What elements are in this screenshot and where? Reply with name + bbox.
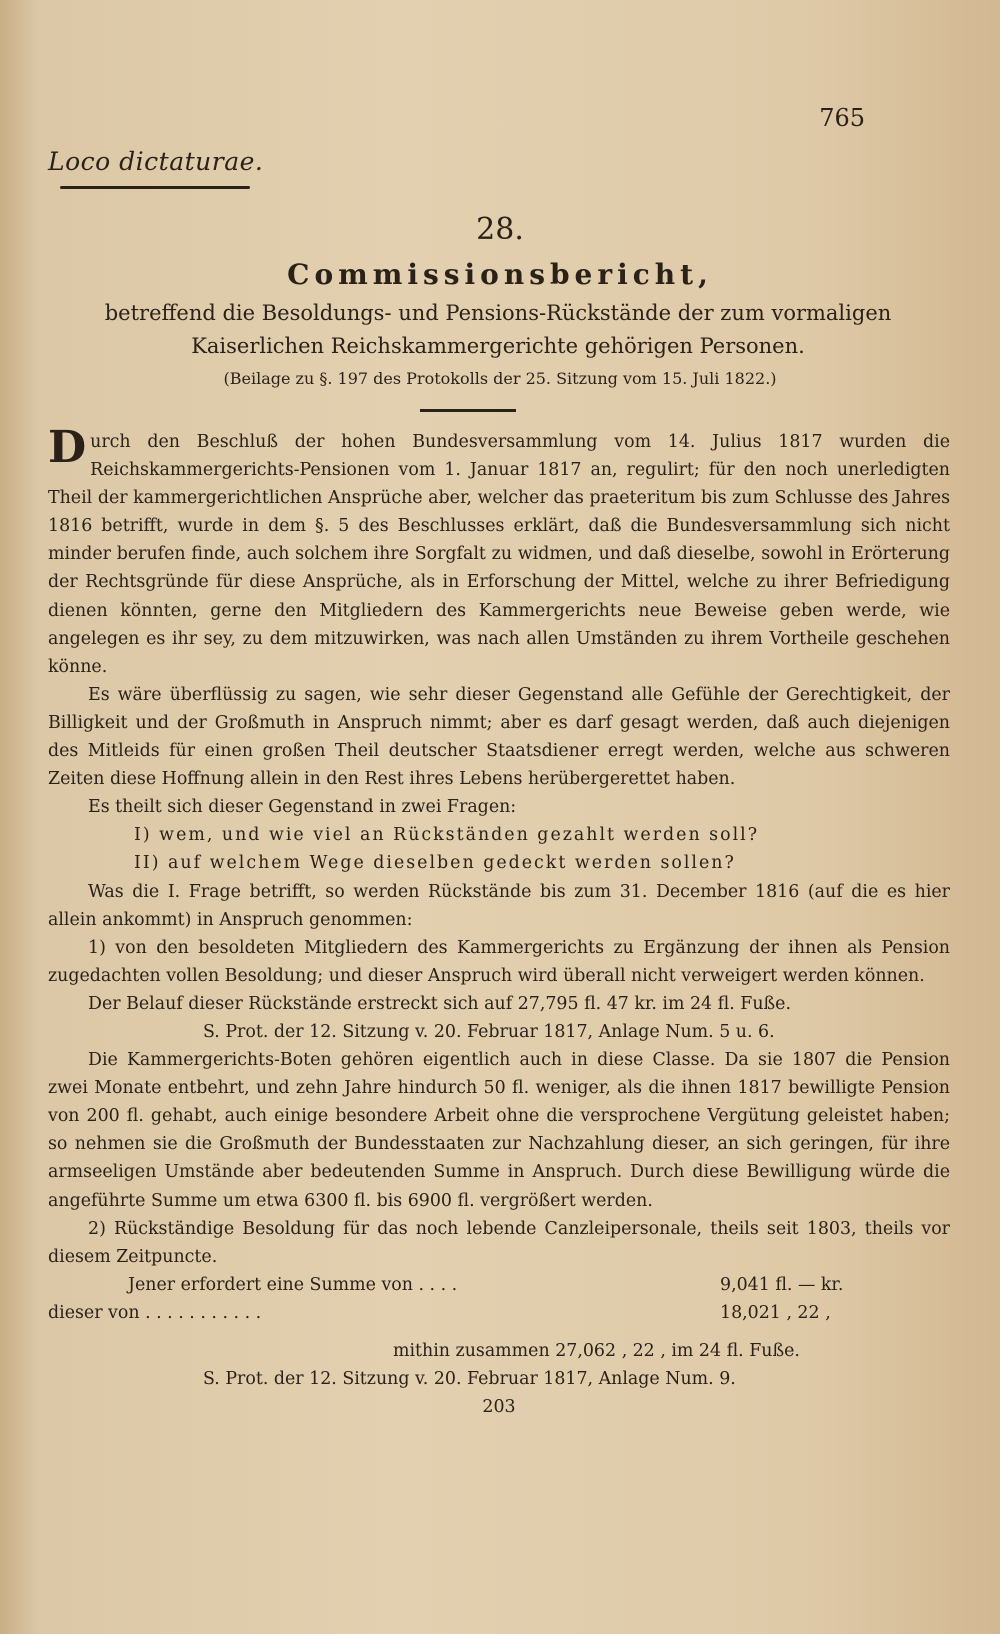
beilage-reference: (Beilage zu §. 197 des Protokolls der 25. Sitzung vom 15. Juli 1822.) <box>223 369 777 388</box>
document-number: 28. <box>476 212 524 247</box>
protocol-reference-1: S. Prot. der 12. Sitzung v. 20. Februar 1817, Anlage Num. 5 u. 6. <box>203 1021 775 1042</box>
sheet-number: 203 <box>482 1397 516 1418</box>
sum-total: mithin zusammen 27,062 ‚ 22 ‚ im 24 fl. Fuße. <box>393 1341 800 1361</box>
question-2: II) auf welchem Wege dieselben gedeckt werden sollen? <box>134 853 736 874</box>
protocol-reference-2: S. Prot. der 12. Sitzung v. 20. Februar 1817, Anlage Num. 9. <box>203 1369 736 1390</box>
decorative-rule <box>60 186 250 189</box>
question-1: I) wem, und wie viel an Rückständen gezahlt werden soll? <box>134 825 760 846</box>
sum-row-1 <box>48 1271 950 1299</box>
drop-cap: D <box>48 422 87 473</box>
sum-row-2 <box>48 1299 950 1327</box>
paragraph-4: Was die I. Frage betrifft, so werden Rückstände bis zum 31. December 1816 (auf die es hier allein ankommt) in Anspruch genommen: <box>48 881 950 930</box>
loco-dictaturae-note: Loco dictaturae. <box>48 147 264 176</box>
document-title: Commissionsbericht, <box>287 258 713 291</box>
page-number: 765 <box>819 104 865 132</box>
paragraph-3: Es theilt sich dieser Gegenstand in zwei Fragen: <box>88 797 517 818</box>
section-divider <box>420 409 516 412</box>
paragraph-5: 1) von den besoldeten Mitgliedern des Kammergerichts zu Ergänzung der ihnen als Pension zugedachten vollen Besoldung; und dieser Anspruch wird überall nicht verweigert werden können. <box>48 937 950 986</box>
sum-label-1: Jener erfordert eine Summe von . . . . <box>128 1274 458 1295</box>
sum-value-2: 18,021 ‚ 22 ‚ <box>720 1302 831 1323</box>
paragraph-7: Die Kammergerichts-Boten gehören eigentlich auch in diese Classe. Da sie 1807 die Pension zwei Monate entbehrt, und zehn Jahre hindurch 50 fl. weniger, als die ihnen 1817 bewilligte Pension von 200 fl. gehabt, auch einige besondere Arbeit ohne die versprochene Vergütung geleistet haben; so nehmen sie die Großmuth der Bundesstaaten zur Nachzahlung dieser, an sich geringen, für ihre armseeligen Umstände aber bedeutenden Summe in Anspruch. Durch diese Bewilligung würde die angeführte Summe um etwa 6300 fl. bis 6900 fl. vergrößert werden. <box>48 1050 950 1211</box>
body-text <box>48 422 950 1421</box>
sum-value-1: 9,041 fl. — kr. <box>720 1274 844 1295</box>
paragraph-8: 2) Rückständige Besoldung für das noch lebende Canzleipersonale, theils seit 1803, theils vor diesem Zeitpuncte. <box>48 1218 950 1267</box>
sum-label-2: dieser von . . . . . . . . . . . <box>48 1302 262 1323</box>
document-subtitle: betreffend die Besoldungs- und Pensions-Rückstände der zum vormaligen Kaiserlichen Reichskammergerichte gehörigen Personen. <box>104 301 892 358</box>
paragraph-2: Es wäre überflüssig zu sagen, wie sehr dieser Gegenstand alle Gefühle der Gerechtigkeit, der Billigkeit und der Großmuth in Anspruch nimmt; aber es darf gesagt werden, daß auch diejenigen des Mitleids für einen großen Theil deutscher Staatsdiener erregt werden, welche aus schweren Zeiten diese Hoffnung allein in den Rest ihres Lebens herübergerettet haben. <box>48 684 950 790</box>
paragraph-1: Durch den Beschluß der hohen Bundesversammlung vom 14. Julius 1817 wurden die Reichskammergerichts-Pensionen vom 1. Januar 1817 an, regulirt; für den noch unerledigten Theil der kammergerichtlichen Ansprüche aber, welcher das praeteritum bis zum Schlusse des Jahres 1816 betrifft, wurde in dem §. 5 des Beschlusses erklärt, daß die Bundesversammlung sich nicht minder berufen finde, auch solchem ihre Sorgfalt zu widmen, und daß dieselbe, sowohl in Erörterung der Rechtsgründe für diese Ansprüche, als in Erforschung der Mittel, welche zu ihrer Befriedigung dienen könnten, gerne den Mitgliedern des Kammergerichts neue Beweise geben werde, wie angelegen es ihr sey, zu dem mitzuwirken, was nach allen Umständen zu ihrem Vortheile geschehen könne. <box>48 422 950 677</box>
paragraph-6: Der Belauf dieser Rückstände erstreckt sich auf 27,795 fl. 47 kr. im 24 fl. Fuße. <box>88 993 791 1014</box>
